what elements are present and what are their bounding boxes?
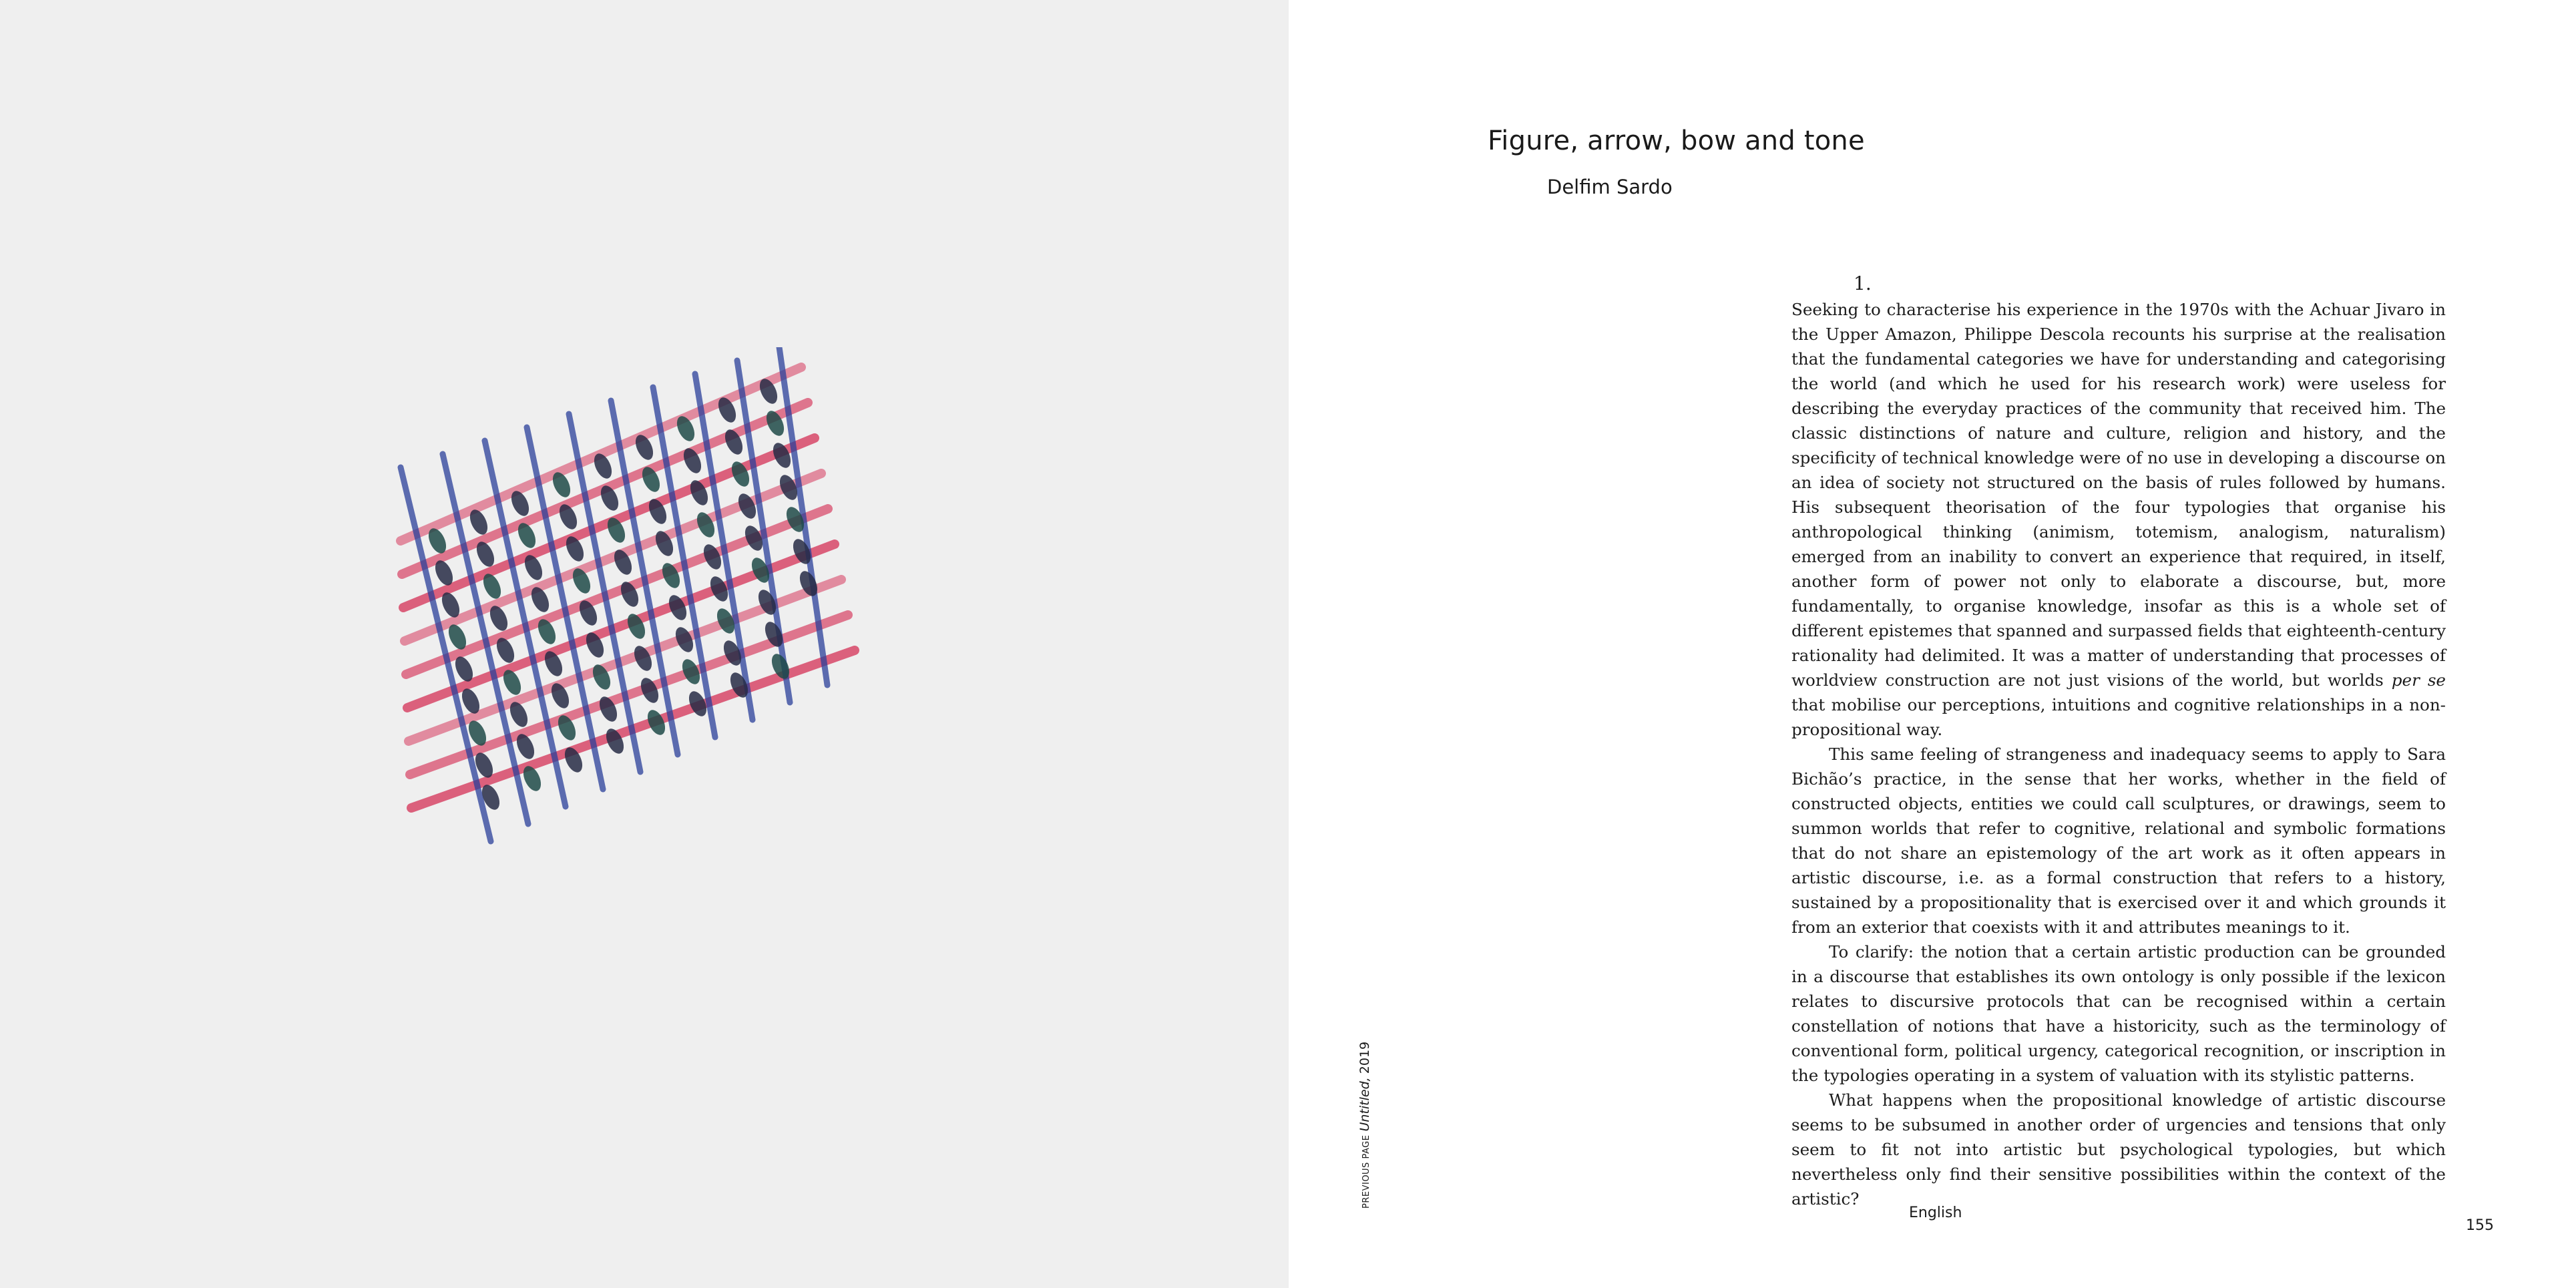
paragraph-1 xyxy=(1791,297,2446,742)
paragraph-4: What happens when the propositional knowledge of artistic discourse seems to be subsumed in another order of urgencies and tensions that only seem to fit not into artistic but psychological typologies, but which nevertheless only find their sensitive possibilities within the context of the artistic? xyxy=(1791,1090,2446,1209)
essay-author: Delfim Sardo xyxy=(1547,176,1673,198)
essay-body xyxy=(1791,297,2446,1211)
image-caption xyxy=(1357,1042,1372,1209)
paragraph-1-italic: per se xyxy=(2391,670,2446,690)
language-label: English xyxy=(1909,1205,1962,1221)
page-number: 155 xyxy=(2466,1217,2494,1234)
caption-work-title: Untitled, xyxy=(1357,1077,1372,1132)
paragraph-2: This same feeling of strangeness and inadequacy seems to apply to Sara Bichão’s practice, in the sense that her works, whether in the field of constructed objects, entities we could call sculptures, or drawings, seem to summon worlds that refer to cognitive, relational and symbolic formations that do not share an epistemology of the art work as it often appears in artistic discourse, i.e. as a formal construction that refers to a history, sustained by a propositionality that is exercised over it and which grounds it from an exterior that coexists with it and attributes meanings to it. xyxy=(1791,744,2446,937)
section-number: 1. xyxy=(1854,272,1872,294)
caption-prefix: PREVIOUS PAGE xyxy=(1361,1134,1371,1209)
watercolor-grid-artwork xyxy=(374,347,908,881)
paragraph-3: To clarify: the notion that a certain artistic production can be grounded in a discourse that establishes its own ontology is only possible if the lexicon relates to discursive protocols that can be recognised within a certain constellation of notions that have a historicity, such as the terminology of conventional form, political urgency, categorical recognition, or inscription in the typologies operating in a system of valuation with its stylistic patterns. xyxy=(1791,942,2446,1085)
paragraph-1-text-end: that mobilise our perceptions, intuitions and cognitive relationships in a non-propositional way. xyxy=(1791,695,2446,739)
essay-title: Figure, arrow, bow and tone xyxy=(1488,126,1865,156)
paragraph-1-text: Seeking to characterise his experience in the 1970s with the Achuar Jivaro in the Upper Amazon, Philippe Descola recounts his surprise at the realisation that the fundamental categories we have for understanding and categorising the world (and which he used for his research work) were useless for describing the everyday practices of the community that received him. The classic distinctions of nature and culture, religion and history, and the specificity of technical knowledge were of no use in developing a discourse on an idea of society not structured on the basis of rules followed by humans. His subsequent theorisation of the four typologies that organise his anthropological thinking (animism, totemism, analogism, naturalism) emerged from an inability to convert an experience that required, in itself, another form of power not only to elaborate a discourse, but, more fundamentally, to organise knowledge, insofar as this is a whole set of different epistemes that spanned and surpassed fields that eighteenth-century rationality had delimited. It was a matter of understanding that processes of worldview construction are not just visions of the world, but worlds xyxy=(1791,300,2446,690)
caption-year: 2019 xyxy=(1357,1041,1372,1074)
